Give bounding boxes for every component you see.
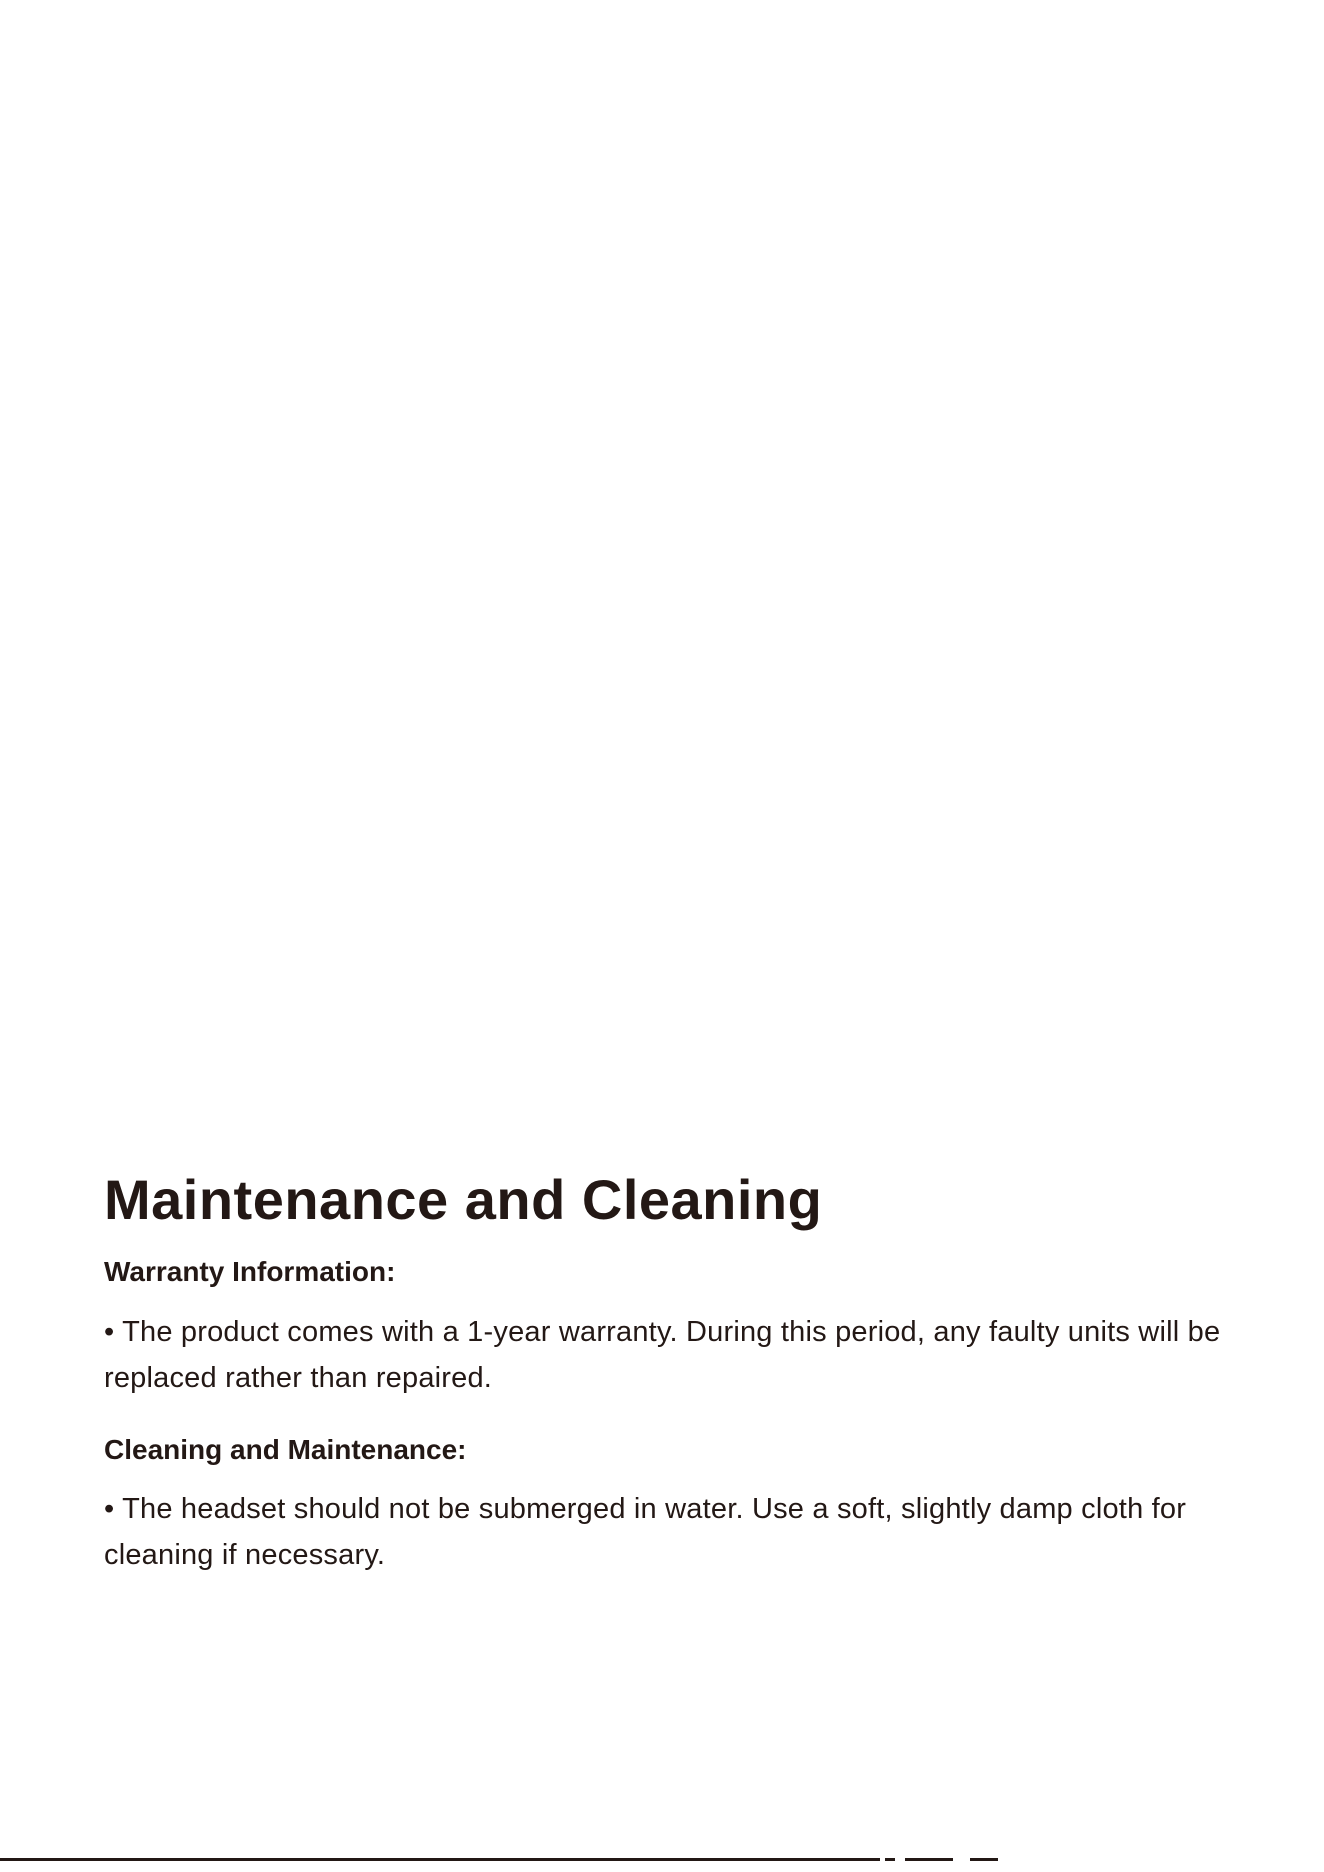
bottom-rule-fragment xyxy=(905,1858,953,1861)
bottom-rule-fragment xyxy=(970,1858,998,1861)
warranty-text: • The product comes with a 1-year warranty. During this period, any faulty units will be replaced rather than repaired. xyxy=(104,1315,1221,1394)
document-body xyxy=(104,1166,1234,1578)
cleaning-heading: Cleaning and Maintenance: xyxy=(104,1433,467,1465)
bottom-rule xyxy=(0,1858,880,1861)
bottom-rule-fragment xyxy=(885,1858,895,1861)
page-title: Maintenance and Cleaning xyxy=(104,1168,823,1231)
warranty-heading: Warranty Information: xyxy=(104,1256,396,1288)
cleaning-text: • The headset should not be submerged in water. Use a soft, slightly damp cloth for cleaning if necessary. xyxy=(104,1493,1187,1572)
